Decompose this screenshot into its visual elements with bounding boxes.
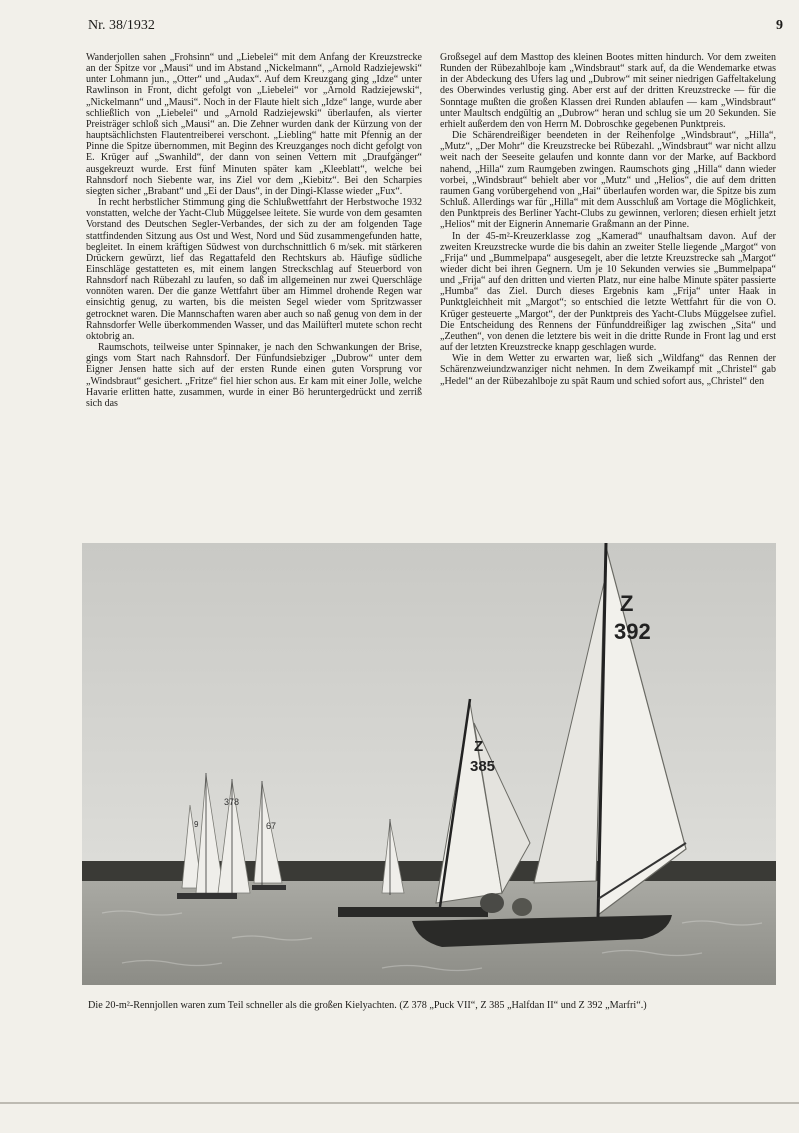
paragraph: In der 45-m²-Kreuzerklasse zog „Kamerad“ unaufhaltsam davon. Auf der zweiten Kreuzstrecke wurde die bis dahin an zweiter Stelle liegende „Margot“ von „Frija“ und „Bummelpapa“ ausgesegelt, aber die letzte Kreuzstrecke sah „Margot“ wieder dicht bei ihren Gegnern. Um je 10 Sekunden verwies sie „Bummelpapa“ und „Frija“ auf den dritten und vierten Platz, nur eine halbe Minute später passierte „Humba“ das Ziel. Durch dieses Ergebnis kam „Frija“ unter Haak in Punktgleichheit mit „Margot“; so entschied die letzte Wettfahrt für die von O. Krüger gesteuerte „Margot“, der der Punktpreis des Yacht-Clubs Müggelsee zufiel. Die Entscheidung des Rennens der Fünfunddreißiger lag zwischen „Sita“ und „Zeuthen“, von denen die letztere bis weit in die dritte Runde in Front lag und erst auf der letzten Kreuzstrecke knapp geschlagen wurde.	[440, 230, 776, 354]
sail-number: Z	[620, 591, 634, 616]
sailing-photo	[82, 543, 776, 985]
sail-number: 378	[224, 797, 240, 807]
paragraph: Wie in dem Wetter zu erwarten war, ließ sich „Wildfang“ das Rennen der Schärenzweiundzwanziger nicht nehmen. In dem Zweikampf mit „Christel“ gab „Hedel“ an der Rübezahlboje zu spät Raum und schied sofort aus, „Christel“ den	[440, 353, 776, 387]
sail-number: 9	[194, 820, 199, 829]
photo-illustration	[82, 543, 776, 985]
right-column	[440, 52, 776, 530]
paragraph: In recht herbstlicher Stimmung ging die Schlußwettfahrt der Herbstwoche 1932 vonstatten, welche der Yacht-Club Müggelsee leitete. Sie wurde von dem gesamten Vorstand des Deutschen Segler-Verbandes, der sich zu der am folgenden Tage stattfindenden Sitzung aus Ost und West, Nord und Süd zusammengefunden hatte, begleitet. In einem kräftigen Südwest von durchschnittlich 6 m/sek. mit stärkeren Drückern gewürzt, lief das Regattafeld den Rechtskurs ab. Häufige südliche Einschläge gestatteten es, mit einem langen Streckschlag auf Steuerbord von Rahnsdorf nach Rübezahl zu laufen, so daß im allgemeinen nur zwei Querschläge vonnöten waren. Der die ganze Wettfahrt über am Himmel drohende Regen war einsichtig genug, zu warten, bis die meisten Segel wieder vom Spritzwasser getrocknet waren. Die Mannschaften waren aber auch so naß genug von dem in der Rahnsdorfer Welle überkommenden Wasser, und das Mailüfterl mutete schon recht oktobrig an.	[86, 197, 422, 342]
sail-number: 392	[614, 619, 651, 644]
page-header	[88, 18, 783, 42]
issue-number: Nr. 38/1932	[88, 18, 155, 33]
left-column	[86, 52, 422, 530]
sail-number: 67	[266, 821, 277, 831]
paragraph: Die Schärendreißiger beendeten in der Reihenfolge „Windsbraut“, „Hilla“, „Mutz“, „Der Mohr“ die Kreuzstrecke bei Rübezahl. „Windsbraut“ war nicht allzu weit nach der Seeseite gelaufen und konnte dann vor der Marke, auf Backbord nahend, „Hilla“ zum Raumgeben zwingen. Raumschots ging „Hilla“ dann wieder vorbei, „Windsbraut“ behielt aber vor „Mutz“ und „Helios“, die auf dem dritten raumen Gang vorübergehend von „Hai“ überlaufen worden war, die Spitze bis zum Schluß. Allerdings war für „Hilla“ mit dem Ausschluß am Vortage die Möglichkeit, den Punktpreis des Berliner Yacht-Clubs zu gewinnen, verloren; diesen erhielt jetzt „Helios“ mit der Eignerin Annemarie Graßmann an der Pinne.	[440, 130, 776, 231]
article-columns	[86, 52, 776, 530]
page-number: 9	[776, 18, 783, 33]
page-bottom-edge	[0, 1102, 799, 1104]
sail-number: Z	[474, 738, 484, 755]
photo-caption: Die 20-m²-Rennjollen waren zum Teil schneller als die großen Kielyachten. (Z 378 „Puck VII“, Z 385 „Halfdan II“ und Z 392 „Marfri“.)	[88, 1000, 647, 1011]
paragraph: Raumschots, teilweise unter Spinnaker, je nach den Schwankungen der Brise, gings vom Start nach Rahnsdorf. Der Fünfundsiebziger „Dubrow“ unter dem Eigner Jensen hatte sich auf der ersten Runde einen guten Vorsprung vor „Windsbraut“ gesichert. „Fritze“ fiel hier schon aus. Er kam mit einer Jolle, welche Havarie erlitten hatte, zusammen, wurde in einer Bö heruntergedrückt und zerriß sich das	[86, 342, 422, 409]
sail-number: 385	[470, 758, 496, 775]
paragraph: Wanderjollen sahen „Frohsinn“ und „Liebelei“ mit dem Anfang der Kreuzstrecke an der Spitze vor „Mausi“ und im Abstand „Nickelmann“, „Arnold Radziejewski“ unter Lohmann jun., „Otter“ und „Audax“. Auf dem Kreuzgang ging „Idze“ unter Rawlinson in Front, dicht gefolgt von „Liebelei“ vor „Arnold Radziejewski“, „Nickelmann“ und „Mausi“. Noch in der Flaute hielt sich „Idze“ lange, wurde aber schließlich von „Liebelei“ und „Arnold Radziejewski“ überlaufen, als vierter Preisträger schloß sich „Mausi“ an. Die Zehner wurden dank der Kürzung von der hauptsächlichsten Flautentreiberei verschont. „Liebling“ hatte mit Pfennig an der Pinne die Spitze übernommen, mit Beginn des Kreuzganges noch dicht gefolgt von E. Krüger auf „Swanhild“, der dann von seinen Vettern mit „Draufgänger“ ausgekreuzt wurde. Erst fünf Minuten später kam „Kleeblatt“, welche bei Rahnsdorf noch Siebente war, ins Ziel vor dem „Kiebitz“. Bei den Scharpies siegten sicher „Brabant“ und „Ei der Daus“, in der Dingi-Klasse wieder „Fux“.	[86, 52, 422, 197]
paragraph: Großsegel auf dem Masttop des kleinen Bootes mitten hindurch. Vor dem zweiten Runden der Rübezahlboje kam „Windsbraut“ stark auf, da die Wendemarke etwas in der Abdeckung des Ufers lag und „Dubrow“ mit seiner niedrigen Gaffeltakelung des Oberwindes verlustig ging. Aber erst auf der dritten Kreuzstrecke — für die Sonntage mußten die großen Klassen drei Runden ablaufen — kam „Windsbraut“ unter Maultsch endgültig an „Dubrow“ heran und schlug sie um 20 Sekunden. Sie erhielt außerdem den von Herrn M. Dobroschke gegebenen Punktpreis.	[440, 52, 776, 130]
